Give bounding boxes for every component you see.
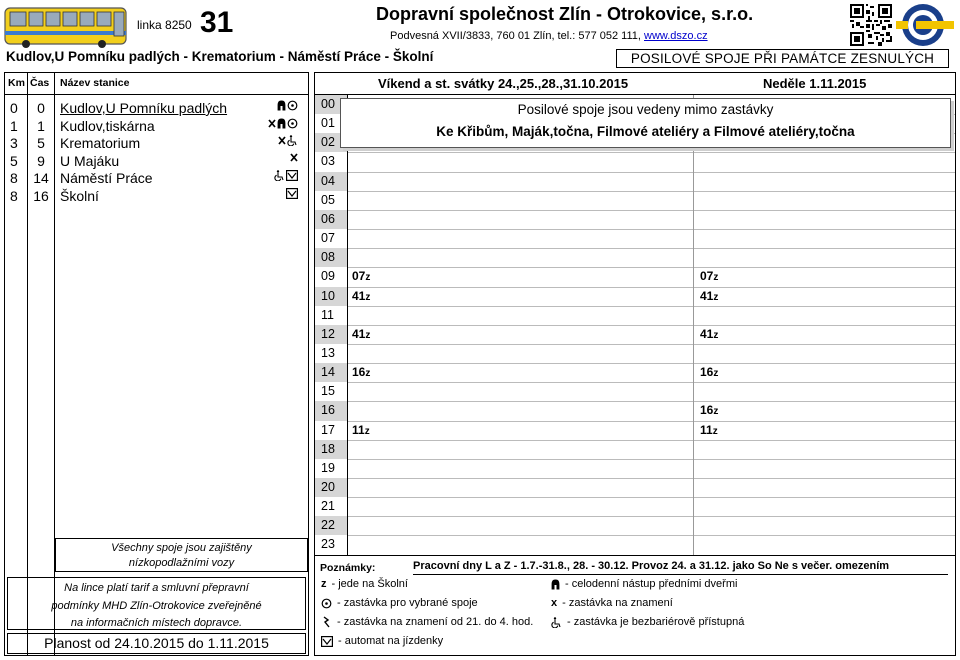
timetable-header [315, 73, 955, 95]
stop-row [5, 188, 308, 205]
z-key: z [321, 578, 327, 590]
hour-cell: 08 [315, 248, 347, 267]
machine-text: - automat na jízdenky [338, 635, 444, 647]
hour-cell: 05 [321, 192, 335, 207]
ticket-machine-icon [321, 636, 333, 647]
hour-cell: 04 [315, 172, 347, 191]
hour-cell: 01 [321, 116, 335, 131]
row-line [348, 459, 955, 460]
address-text: Podvesná XVII/3833, 760 01 Zlín, tel.: 577 052 111, [390, 30, 641, 42]
route-title: Kudlov,U Pomníku padlých - Krematorium - Náměstí Práce - Školní [6, 49, 434, 64]
weekend-departure [352, 269, 370, 283]
operations-note: Pracovní dny L a Z - 1.7.-31.8., 28. - 30.12. Provoz 24. a 31.12. jako So Ne s večer. omezením [413, 560, 948, 575]
hour-cell: 13 [321, 345, 335, 360]
sunday-departure [700, 403, 718, 417]
weekend-departure [352, 289, 370, 303]
row-line [348, 248, 955, 249]
request-stop-icon [290, 153, 298, 165]
z-text: - jede na Školní [331, 578, 408, 590]
stop-name: U Majáku [60, 152, 120, 169]
wheelchair-text: - zastávka je bezbariérově přístupná [567, 616, 745, 628]
stops-header [5, 73, 308, 95]
request-stop-icon [268, 119, 276, 131]
accessibility-line-2: nízkopodlažními vozy [128, 557, 235, 569]
hour-cell: 16 [315, 401, 347, 420]
wheelchair-icon [551, 617, 562, 628]
wheelchair-icon [274, 170, 285, 184]
row-line [348, 152, 955, 153]
departure-minute: 07 [352, 269, 366, 284]
hour-cell: 17 [321, 422, 335, 437]
hour-cell: 10 [315, 287, 347, 306]
validity-period: Planost od 24.10.2015 do 1.11.2015 [7, 633, 306, 654]
weekend-departure [352, 423, 370, 437]
stop-row [5, 153, 308, 170]
notice-line-1: Posilové spoje jsou vedeny mimo zastávky [517, 102, 774, 117]
sunday-departure [700, 327, 718, 341]
stop-name: Školní [60, 187, 99, 204]
tariff-note [7, 577, 306, 630]
stop-time: 5 [37, 135, 45, 151]
hour-cell: 19 [321, 460, 335, 475]
row-line [348, 382, 955, 383]
row-line [348, 516, 955, 517]
row-line [348, 229, 955, 230]
legend-wheelchair [551, 616, 744, 628]
row-line [348, 440, 955, 441]
stop-icons [278, 135, 298, 149]
row-line [348, 172, 955, 173]
x-text: - zastávka na znamení [562, 597, 673, 609]
sunday-column-header: Neděle 1.11.2015 [763, 76, 867, 91]
special-service-badge: POSILOVÉ SPOJE PŘI PAMÁTCE ZESNULÝCH [616, 49, 949, 68]
stop-km: 0 [10, 100, 18, 116]
selected-text: - zastávka pro vybrané spoje [337, 597, 478, 609]
selected-trips-icon [287, 118, 298, 132]
line-number: 31 [200, 6, 234, 39]
stop-name: Kudlov,tiskárna [60, 117, 155, 134]
tariff-line-2: podmínky MHD Zlín-Otrokovice zveřejněné [51, 599, 262, 612]
stop-km: 8 [10, 187, 18, 204]
hour-cell: 21 [321, 499, 335, 514]
legend-machine [321, 635, 443, 647]
departure-note: z [713, 368, 719, 380]
stop-icons [277, 100, 298, 114]
hour-cell: 18 [315, 440, 347, 459]
row-line [348, 344, 955, 345]
columns-divider [693, 95, 694, 555]
night-text: - zastávka na znamení od 21. do 4. hod. [337, 616, 534, 628]
row-line [348, 210, 955, 211]
front-door-text: - celodenní nástup předními dveřmi [565, 578, 738, 590]
stop-row [5, 170, 308, 187]
stop-km: 1 [10, 117, 18, 134]
stop-name: Kudlov,U Pomníku padlých [60, 100, 228, 116]
row-line [348, 306, 955, 307]
stop-time: 14 [33, 170, 49, 186]
hour-cell: 22 [315, 516, 347, 535]
stop-time: 16 [33, 187, 49, 204]
row-line [348, 401, 955, 402]
stop-time: 9 [37, 152, 45, 169]
time-header: Čas [30, 77, 50, 89]
hour-cell: 02 [315, 133, 347, 152]
hour-cell: 00 [315, 95, 347, 114]
departure-minute: 16 [700, 403, 714, 418]
stop-row [5, 135, 308, 152]
row-line [348, 325, 955, 326]
departure-minute: 41 [352, 288, 366, 303]
legend-front-door [551, 578, 737, 590]
legend-title: Poznámky: [320, 562, 376, 574]
departure-note: z [364, 425, 370, 437]
departure-note: z [365, 329, 371, 341]
stop-time: 1 [37, 117, 45, 134]
hour-cell: 11 [321, 307, 334, 322]
legend-night [321, 616, 533, 628]
departure-minute: 41 [700, 326, 714, 341]
legend-x [551, 597, 673, 609]
ticket-machine-icon [286, 170, 298, 184]
front-door-icon [277, 100, 286, 114]
website-link[interactable]: www.dszo.cz [644, 30, 708, 42]
ticket-machine-icon [286, 188, 298, 202]
sunday-departure [700, 365, 718, 379]
selected-trips-icon [287, 100, 298, 114]
departure-minute: 07 [700, 269, 714, 284]
wheelchair-icon [287, 135, 298, 149]
weekend-departure [352, 327, 370, 341]
hour-cell: 07 [321, 231, 335, 246]
stop-km: 5 [10, 152, 18, 169]
timetable-panel [314, 72, 956, 656]
stop-name: Náměstí Práce [60, 170, 153, 186]
departure-note: z [712, 425, 718, 437]
stop-row [5, 100, 308, 117]
weekend-column-header: Víkend a st. svátky 24.,25.,28.,31.10.2015 [378, 76, 629, 91]
departure-note: z [713, 329, 719, 341]
row-line [348, 535, 955, 536]
stops-panel [4, 72, 309, 656]
hour-cell: 23 [321, 537, 335, 552]
hour-cell: 12 [315, 325, 347, 344]
legend-z [321, 578, 408, 590]
departure-note: z [365, 291, 371, 303]
stop-icons [286, 188, 298, 202]
weekend-departure [352, 365, 370, 379]
row-line [348, 363, 955, 364]
row-line [348, 478, 955, 479]
departure-note: z [365, 272, 371, 284]
hour-cell: 20 [315, 478, 347, 497]
stop-time: 0 [37, 100, 45, 116]
hour-cell: 06 [315, 210, 347, 229]
km-header: Km [8, 77, 25, 89]
stop-km: 8 [10, 170, 18, 186]
stop-icons [268, 118, 298, 132]
row-line [348, 497, 955, 498]
departure-minute: 16 [700, 365, 714, 380]
departure-minute: 16 [352, 365, 366, 380]
front-door-icon [277, 118, 286, 132]
row-line [348, 421, 955, 422]
departure-note: z [713, 291, 719, 303]
company-address [390, 30, 708, 42]
sunday-departure [700, 423, 718, 437]
stop-icons [274, 170, 298, 184]
hour-cell: 15 [321, 384, 335, 399]
stop-name: Krematorium [60, 135, 141, 151]
departure-minute: 41 [352, 326, 366, 341]
notice-line-2: Ke Křibům, Maják,točna, Filmové ateliéry a Filmové ateliéry,točna [436, 124, 855, 139]
row-line [348, 267, 955, 268]
stop-icons [290, 153, 298, 165]
stop-km: 3 [10, 135, 18, 151]
line-label: linka 8250 [137, 18, 192, 32]
departure-note: z [365, 368, 371, 380]
departure-minute: 11 [700, 422, 713, 437]
row-line [348, 287, 955, 288]
company-name: Dopravní společnost Zlín - Otrokovice, s.r.o. [376, 4, 754, 24]
tariff-line-1: Na lince platí tarif a smluvní přepravní [64, 582, 249, 594]
departure-note: z [713, 406, 719, 418]
hour-cell: 03 [321, 154, 335, 169]
bus-illustration [4, 4, 128, 48]
selected-trips-icon [321, 598, 332, 609]
row-line [348, 191, 955, 192]
tariff-line-3: na informačních místech dopravce. [70, 617, 243, 629]
hour-cell: 14 [315, 363, 347, 382]
legend-selected [321, 597, 478, 609]
stop-name-header: Název stanice [60, 77, 130, 89]
sunday-departure [700, 269, 718, 283]
front-door-icon [551, 579, 560, 590]
night-stop-icon [321, 616, 332, 628]
departure-minute: 11 [352, 422, 365, 437]
route-notice [340, 98, 951, 148]
company-logo [896, 2, 954, 48]
qr-code [850, 4, 892, 46]
hour-cell: 09 [321, 269, 335, 284]
request-stop-icon [278, 136, 286, 148]
departure-minute: 41 [700, 288, 714, 303]
sunday-departure [700, 289, 718, 303]
accessibility-line-1: Všechny spoje jsou zajištěny [111, 542, 252, 554]
departure-note: z [713, 272, 719, 284]
x-key: x [551, 597, 558, 609]
legend [315, 555, 955, 655]
stop-row [5, 118, 308, 135]
accessibility-note [55, 538, 308, 572]
